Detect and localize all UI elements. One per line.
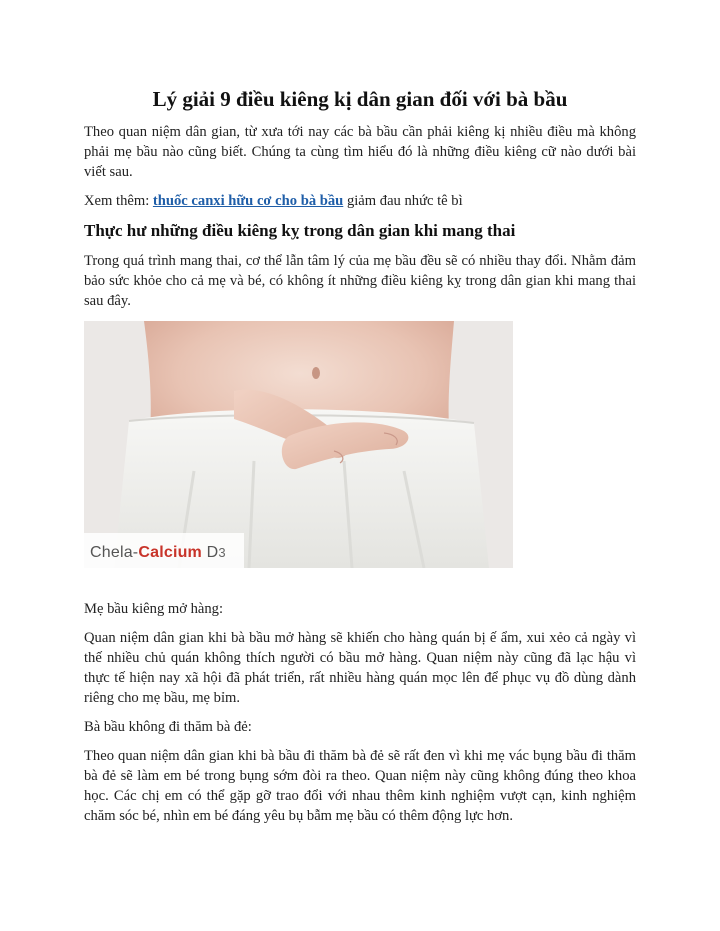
intro-paragraph: Theo quan niệm dân gian, từ xưa tới nay các bà bầu cần phải kiêng kị nhiều điều mà không phải mẹ bầu nào cũng biết. Chúng ta cùng tìm hiểu đó là những điều kiêng cữ nào dưới bài viết sau. — [84, 124, 636, 180]
brand-text-4: 3 — [218, 545, 226, 560]
belly-towel-illustration — [84, 321, 513, 568]
see-also-suffix: giảm đau nhức tê bì — [343, 193, 463, 209]
brand-text-2: Calcium — [138, 544, 202, 561]
page-title: Lý giải 9 điều kiêng kị dân gian đối với bà bầu — [152, 87, 568, 111]
item-heading: Bà bầu không đi thăm bà đẻ: — [84, 719, 252, 735]
see-also-link[interactable]: thuốc canxi hữu cơ cho bà bầu — [152, 193, 344, 209]
see-also-prefix: Xem thêm: — [84, 193, 153, 209]
item-heading: Mẹ bầu kiêng mở hàng: — [84, 601, 224, 617]
brand-text-3: D — [202, 544, 219, 561]
item-body: Quan niệm dân gian khi bà bầu mở hàng sẽ khiến cho hàng quán bị ế ẩm, xui xẻo cả ngày vì thế nhiều chủ quán không thích người có bầu mở hàng. Quan niệm này cũng đã lạc hậu vì thực tế hiện nay xã hội đã phát triển, rất nhiều hàng quán mọc lên để phục vụ đồ dùng dành riêng cho mẹ bầu, mẹ bỉm. — [84, 630, 636, 706]
see-also-line — [84, 191, 636, 211]
brand-watermark — [90, 544, 226, 562]
section-heading: Thực hư những điều kiêng kỵ trong dân gian khi mang thai — [84, 221, 516, 240]
section-intro-paragraph: Trong quá trình mang thai, cơ thể lẫn tâm lý của mẹ bầu đều sẽ có nhiều thay đổi. Nhằm đảm bảo sức khỏe cho cả mẹ và bé, có không ít những điều kiêng kỵ trong dân gian khi mang thai sau đây. — [84, 253, 636, 309]
article-image — [84, 321, 513, 568]
item-body: Theo quan niệm dân gian khi bà bầu đi thăm bà đẻ sẽ rất đen vì khi mẹ vác bụng bầu đi thăm bà đẻ sẽ làm em bé trong bụng sớm đòi ra theo. Quan niệm này cũng không đúng theo khoa học. Các chị em có thể gặp gỡ trao đổi với nhau thêm kinh nghiệm vượt cạn, kinh nghiệm chăm sóc bé, nhìn em bé đáng yêu bụ bẫm mẹ bầu có thêm động lực hơn. — [84, 748, 636, 824]
brand-text-1: Chela- — [90, 544, 139, 561]
